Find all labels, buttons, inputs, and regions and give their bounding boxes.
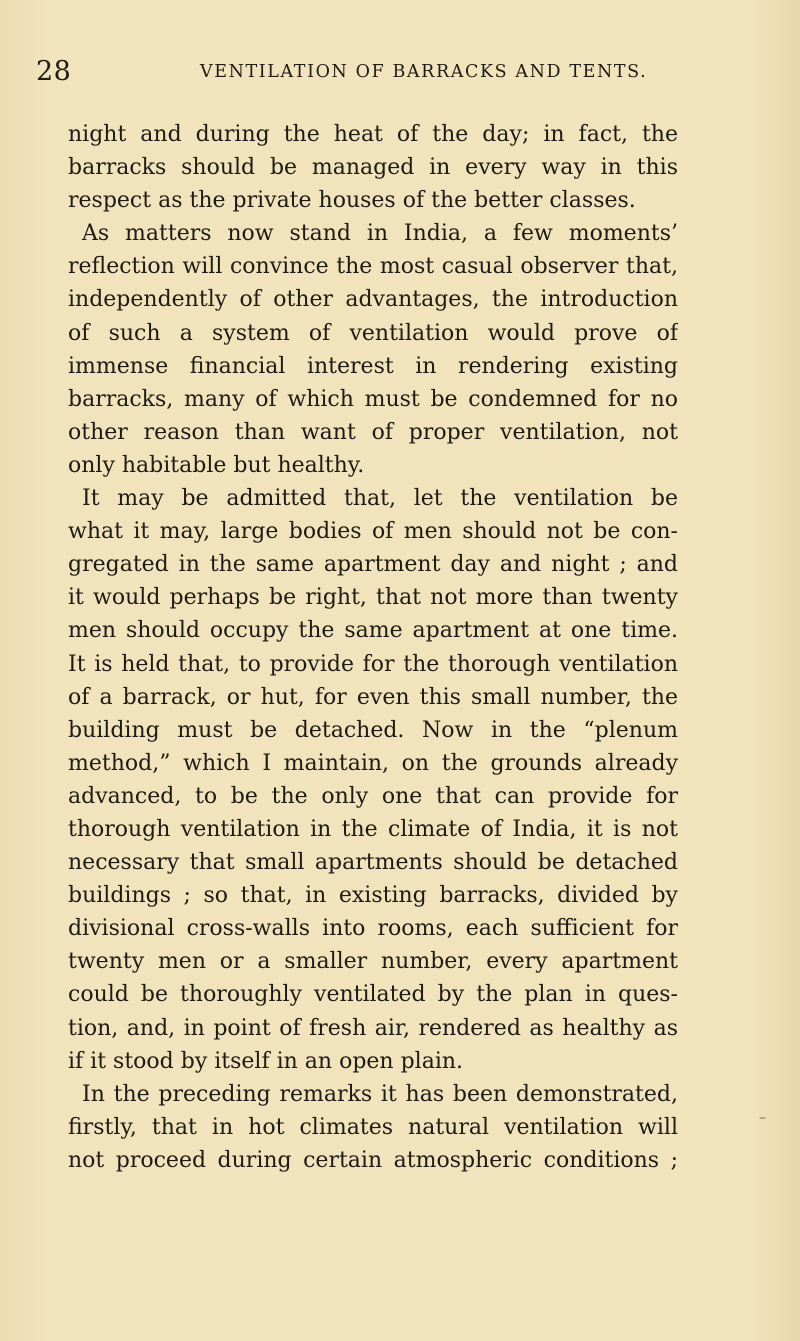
body-text (68, 118, 678, 1177)
text-line: tion, and, in point of fresh air, rendered as healthy as (68, 1015, 678, 1041)
text-line: if it stood by itself in an open plain. (68, 1048, 464, 1074)
text-line: firstly, that in hot climates natural ventilation will (68, 1114, 678, 1140)
text-line: It is held that, to provide for the thorough ventilation (68, 651, 678, 677)
text-line: barracks should be managed in every way in this (68, 155, 678, 181)
text-line: other reason than want of proper ventilation, not (68, 419, 678, 445)
text-line: divisional cross-walls into rooms, each sufficient for (68, 916, 678, 942)
text-line: necessary that small apartments should be detached (68, 850, 678, 876)
text-line: of such a system of ventilation would prove of (68, 320, 678, 346)
text-line: thorough ventilation in the climate of India, it is not (68, 816, 678, 842)
text-line: It may be admitted that, let the ventilation be (82, 486, 678, 512)
page-header (36, 56, 656, 96)
text-line: not proceed during certain atmospheric conditions ; (68, 1147, 678, 1173)
text-line: men should occupy the same apartment at one time. (68, 618, 678, 644)
text-line: respect as the private houses of the better classes. (68, 188, 636, 214)
text-line: what it may, large bodies of men should not be con- (68, 519, 678, 545)
text-line: could be thoroughly ventilated by the plan in ques- (68, 982, 678, 1008)
text-line: only habitable but healthy. (68, 452, 365, 478)
text-line: As matters now stand in India, a few moments’ (82, 221, 678, 247)
text-line: it would perhaps be right, that not more than twenty (68, 585, 678, 611)
text-line: immense financial interest in rendering existing (68, 353, 678, 379)
text-line: twenty men or a smaller number, every apartment (68, 949, 678, 975)
text-line: barracks, many of which must be condemned for no (68, 386, 678, 412)
running-title: VENTILATION OF BARRACKS AND TENTS. (200, 62, 648, 82)
page-number: 28 (36, 56, 72, 87)
text-line: gregated in the same apartment day and night ; and (68, 552, 678, 578)
text-line: advanced, to be the only one that can provide for (68, 783, 678, 809)
text-line: building must be detached. Now in the “plenum (68, 717, 678, 743)
text-line: In the preceding remarks it has been demonstrated, (82, 1081, 678, 1107)
text-line: buildings ; so that, in existing barracks, divided by (68, 883, 678, 909)
text-line: of a barrack, or hut, for even this small number, the (68, 684, 678, 710)
text-line: method,” which I maintain, on the grounds already (68, 750, 678, 776)
text-line: reflection will convince the most casual observer that, (68, 254, 678, 280)
text-line: independently of other advantages, the introduction (68, 287, 678, 313)
text-line: night and during the heat of the day; in fact, the (68, 122, 678, 147)
margin-mark: – (759, 1110, 766, 1126)
